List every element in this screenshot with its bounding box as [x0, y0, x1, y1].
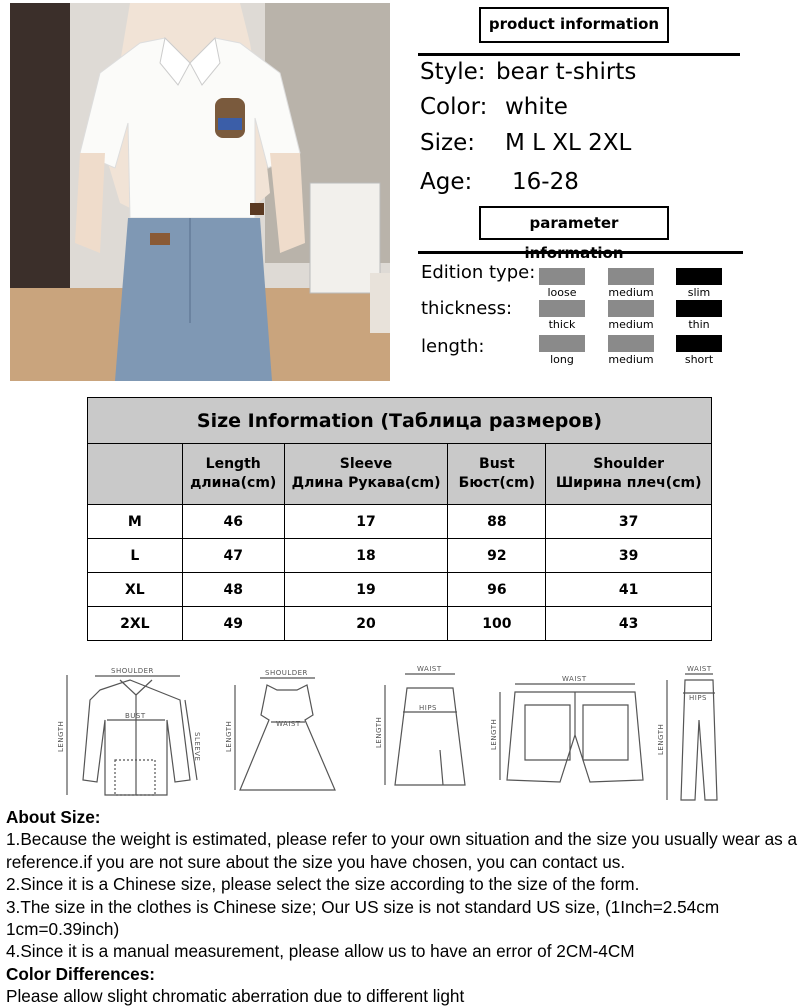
table-row: [88, 573, 712, 607]
style-row: [420, 59, 636, 85]
length-label: length:: [421, 336, 485, 357]
edition-slim-swatch: [676, 268, 722, 285]
row-sleeve: 20: [284, 607, 448, 641]
row-size: XL: [88, 573, 183, 607]
color-differences-heading: Color Differences:: [6, 963, 155, 984]
skirt-waist-label: WAIST: [417, 665, 442, 673]
length-long-swatch: [539, 335, 585, 352]
jacket-length-label: LENGTH: [57, 720, 65, 752]
edition-medium-caption: medium: [608, 286, 654, 299]
thickness-thick-caption: thick: [548, 318, 576, 331]
length-short-swatch: [676, 335, 722, 352]
measurement-diagrams: [45, 660, 775, 805]
row-length: 47: [182, 539, 284, 573]
col-shoulder-en: Shoulder: [593, 456, 665, 472]
pants-waist-label: WAIST: [687, 665, 712, 673]
skirt-hips-label: HIPS: [419, 704, 437, 712]
pants-length-label: LENGTH: [657, 723, 665, 755]
thickness-thick-swatch: [539, 300, 585, 317]
about-size-section: [6, 806, 798, 1008]
row-shoulder: 39: [546, 539, 712, 573]
about-size-line-2: 2.Since it is a Chinese size, please select the size according to the size of the form.: [6, 874, 640, 895]
table-row: [88, 539, 712, 573]
row-length: 46: [182, 505, 284, 539]
thickness-medium-swatch: [608, 300, 654, 317]
age-key: Age:: [420, 169, 473, 195]
about-size-line-4: 4.Since it is a manual measurement, please allow us to have an error of 2CM-4CM: [6, 941, 635, 962]
row-bust: 96: [448, 573, 546, 607]
size-row: [420, 130, 631, 156]
color-row: [420, 94, 568, 120]
dress-diagram: [235, 678, 335, 790]
row-bust: 92: [448, 539, 546, 573]
col-bust-en: Bust: [479, 456, 515, 472]
length-long-caption: long: [550, 353, 574, 366]
style-value: bear t-shirts: [496, 59, 637, 85]
row-shoulder: 41: [546, 573, 712, 607]
color-value: white: [505, 94, 568, 120]
thickness-label: thickness:: [421, 298, 513, 319]
size-col-shoulder: [546, 444, 712, 505]
table-row: [88, 607, 712, 641]
thickness-medium-caption: medium: [608, 318, 654, 331]
col-length-ru: длина(cm): [190, 475, 277, 491]
style-key: Style:: [420, 59, 486, 85]
row-size: M: [88, 505, 183, 539]
size-col-bust: [448, 444, 546, 505]
col-sleeve-ru: Длина Рукава(cm): [291, 475, 441, 491]
row-shoulder: 43: [546, 607, 712, 641]
age-row: [420, 169, 579, 195]
parameter-info-divider: [418, 251, 743, 254]
pants-diagram: [667, 674, 717, 800]
col-shoulder-ru: Ширина плеч(cm): [555, 475, 702, 491]
row-shoulder: 37: [546, 505, 712, 539]
product-info-divider: [418, 53, 740, 56]
shorts-waist-label: WAIST: [562, 675, 587, 683]
skirt-diagram: [385, 674, 465, 785]
jacket-shoulder-label: SHOULDER: [111, 667, 154, 675]
length-short-caption: short: [684, 353, 714, 366]
col-bust-ru: Бюст(cm): [458, 475, 536, 491]
about-size-line-3: 3.The size in the clothes is Chinese size; Our US size is not standard US size, (1Inch=2.54cm 1cm=0.39inch): [6, 896, 720, 940]
size-col-sleeve: [284, 444, 448, 505]
color-differences-text: Please allow slight chromatic aberration due to different light: [6, 986, 465, 1007]
jacket-sleeve-label: SLEEVE: [193, 732, 201, 762]
about-size-heading: About Size:: [6, 807, 101, 827]
product-photo: [10, 3, 390, 381]
size-table-header: [88, 444, 712, 505]
thickness-thin-swatch: [676, 300, 722, 317]
table-row: [88, 505, 712, 539]
shorts-length-label: LENGTH: [490, 718, 498, 750]
size-key: Size:: [420, 130, 475, 156]
skirt-length-label: LENGTH: [375, 716, 383, 748]
row-bust: 88: [448, 505, 546, 539]
jacket-diagram: [67, 675, 197, 795]
row-bust: 100: [448, 607, 546, 641]
size-table: [87, 397, 712, 641]
edition-medium-swatch: [608, 268, 654, 285]
product-info-header-label: product information: [488, 15, 660, 33]
row-size: L: [88, 539, 183, 573]
shorts-diagram: [500, 684, 643, 782]
row-length: 49: [182, 607, 284, 641]
parameter-info-header-label: parameter: [529, 214, 619, 232]
size-table-title: Size Information (Таблица размеров): [88, 398, 712, 444]
edition-slim-caption: slim: [687, 286, 711, 299]
col-length-en: Length: [205, 456, 261, 472]
product-info-header: [479, 7, 669, 43]
edition-loose-swatch: [539, 268, 585, 285]
thickness-thin-caption: thin: [688, 318, 710, 331]
pants-hips-label: HIPS: [689, 694, 707, 702]
color-key: Color:: [420, 94, 488, 120]
dress-waist-label: WAIST: [276, 720, 301, 728]
row-sleeve: 19: [284, 573, 448, 607]
dress-shoulder-label: SHOULDER: [265, 669, 308, 677]
size-col-blank: [88, 444, 183, 505]
size-value: M L XL 2XL: [505, 130, 632, 156]
edition-type-label: Edition type:: [421, 262, 536, 283]
col-sleeve-en: Sleeve: [339, 456, 393, 472]
row-sleeve: 17: [284, 505, 448, 539]
age-value: 16-28: [512, 169, 579, 195]
parameter-info-header: [479, 206, 669, 240]
length-medium-swatch: [608, 335, 654, 352]
row-length: 48: [182, 573, 284, 607]
dress-length-label: LENGTH: [225, 720, 233, 752]
size-col-length: [182, 444, 284, 505]
jacket-bust-label: BUST: [125, 712, 146, 720]
edition-loose-caption: loose: [547, 286, 577, 299]
row-sleeve: 18: [284, 539, 448, 573]
length-medium-caption: medium: [608, 353, 654, 366]
about-size-line-1: 1.Because the weight is estimated, please refer to your own situation and the size you usually wear as a reference.if you are not sure about the size you have chosen, you can contact us.: [6, 829, 798, 872]
row-size: 2XL: [88, 607, 183, 641]
